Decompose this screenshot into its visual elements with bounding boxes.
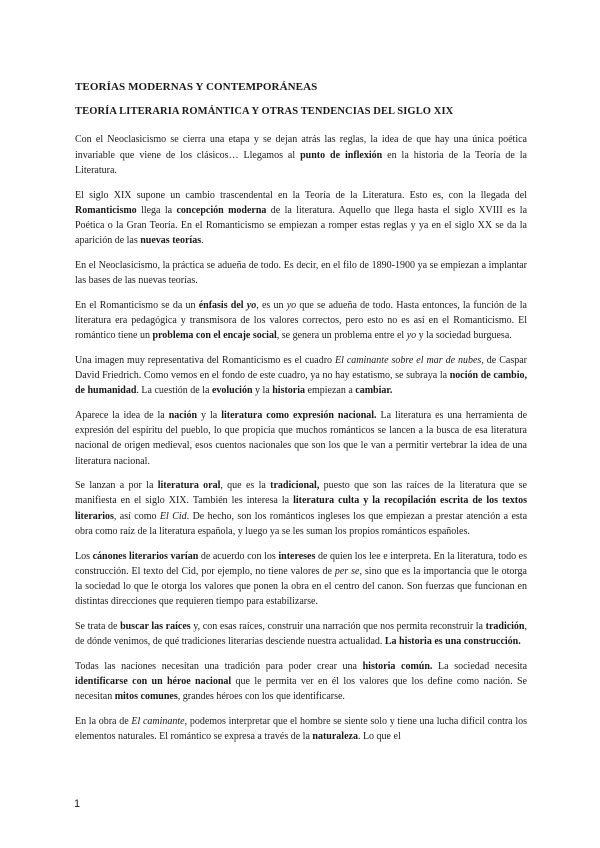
bold-text: intereses	[278, 550, 316, 562]
page-number: 1	[74, 798, 81, 810]
text-run: El siglo XIX supone un cambio trascendental en la Teoría de la Literatura. Esto es, con la llegada del	[75, 189, 527, 201]
text-run: de la literatura. Aquello que llega hasta el siglo XVIII es la Poética o la Gran Teoría. En el Romanticismo se empiezan a romper estas reglas y ya en el siglo XX se da la aparición de las	[75, 204, 528, 247]
text-run: Se lanzan a por la	[75, 480, 158, 492]
bold-text: noción de cambio, de humanidad	[75, 370, 528, 397]
text-run: de acuerdo con los	[198, 550, 279, 562]
bold-text: mitos comunes	[114, 691, 178, 703]
paragraph	[75, 353, 527, 399]
text-run: Se trata de	[75, 620, 121, 632]
text-run: , sino que es la importancia que le otorga la sociedad lo que le otorga los valores que ponen la obra en el centro del canon. Son fuerzas que funcionan en distintas direcciones que requieren tiempo para estabilizarse.	[75, 565, 527, 608]
paragraph	[75, 478, 527, 539]
text-run: y, con esas raíces, construir una narración que nos permita reconstruir la	[190, 620, 486, 632]
paragraph	[75, 408, 527, 469]
bold-text: concepción moderna	[176, 204, 267, 216]
text-run: , así como	[113, 510, 160, 522]
text-run: llega la	[136, 204, 177, 216]
bold-text: buscar las raíces	[120, 620, 191, 632]
bold-text: evolución	[211, 385, 253, 397]
text-run: . La cuestión de la	[136, 385, 212, 397]
document-page	[75, 80, 527, 754]
italic-text: El caminante sobre el mar de nubes,	[335, 354, 484, 366]
bold-text: Romanticismo	[75, 204, 137, 216]
text-run: , es un	[256, 299, 287, 311]
text-run: en la historia de la Teoría de la Literatura.	[75, 149, 527, 176]
text-run: de Caspar David Friedrich. Como vemos en el fondo de este cuadro, ya no hay estatismo, se subraya la	[75, 354, 527, 382]
bold-text: cambiar.	[355, 385, 393, 397]
text-run: , de dónde venimos, de qué tradiciones literarias desciende nuestra actualidad.	[75, 620, 527, 648]
text-run: que se adueña de todo. Hasta entonces, la función de la literatura era pedagógica y transmisora de los valores correctos, pero esto no es así en el Romanticismo. El romántico tiene un	[75, 299, 527, 342]
bold-text: naturaleza	[312, 731, 358, 743]
text-run: La sociedad necesita	[432, 660, 528, 672]
paragraph	[75, 132, 527, 178]
paragraph	[75, 619, 527, 649]
bold-text: nuevas teorías	[140, 235, 202, 247]
italic-text: yo	[406, 330, 417, 342]
text-run: . De hecho, son los románticos ingleses los que empiezan a prestar atención a esta obra como raíz de la literatura española, y luego ya se les suman los propios románticos españoles.	[75, 510, 528, 537]
bold-text: literatura como expresión nacional.	[221, 409, 377, 421]
bold-text: tradicional,	[270, 480, 320, 492]
bold-text: punto de inflexión	[300, 149, 383, 161]
paragraph	[75, 549, 527, 610]
text-run: empiezan a	[305, 385, 356, 397]
section-heading: TEORÍA LITERARIA ROMÁNTICA Y OTRAS TENDENCIAS DEL SIGLO XIX	[75, 106, 454, 118]
text-run: de quien los lee e interpreta. En la literatura, todo es construcción. El texto del Cid, por ejemplo, no tiene valores de	[75, 550, 527, 577]
text-run: . Lo que el	[357, 731, 401, 743]
bold-text: cánones literarios varían	[92, 550, 199, 562]
text-run: y la sociedad burguesa.	[416, 330, 512, 342]
bold-text	[247, 300, 256, 311]
bold-text: identificarse con un héroe nacional	[75, 676, 232, 687]
bold-text: nación	[168, 409, 198, 421]
bold-text: historia común.	[362, 660, 433, 672]
text-run: , podemos interpretar que el hombre se siente solo y tiene una lucha difícil contra los elementos naturales. El romántico se expresa a través de la	[75, 715, 527, 743]
text-run: Una imagen muy representativa del Romanticismo es el cuadro	[75, 354, 335, 366]
text-run: Aparece la idea de la	[75, 409, 169, 421]
text-run: , que es la	[220, 480, 271, 492]
paragraph	[75, 659, 527, 705]
emphasis-text: yo	[246, 299, 257, 311]
text-run: que le permita ver en él los valores que los define como nación. Se necesitan	[75, 676, 527, 703]
italic-text: El Cid	[159, 510, 187, 522]
bold-text: tradición	[485, 620, 525, 632]
text-run: Los	[75, 550, 93, 562]
text-run: y la	[197, 409, 222, 421]
text-run: Con el Neoclasicismo se cierra una etapa y se dejan atrás las reglas, la idea de que hay una única poética invariable que viene de los clásicos… Llegamos al	[75, 134, 527, 161]
body-text	[75, 132, 527, 744]
page-title: TEORÍAS MODERNAS Y CONTEMPORÁNEAS	[75, 81, 318, 93]
text-run: , grandes héroes con los que identificarse.	[177, 691, 345, 703]
text-run: En el Romanticismo se da un	[75, 299, 199, 311]
text-run: En la obra de	[75, 715, 132, 727]
paragraph	[75, 714, 527, 744]
italic-text: yo	[286, 299, 297, 311]
paragraph	[75, 258, 527, 288]
italic-text: per se	[334, 565, 360, 577]
text-run: y la	[252, 385, 273, 397]
bold-text: énfasis del	[198, 299, 247, 311]
bold-text: literatura oral	[157, 480, 221, 492]
text-run: .	[201, 235, 204, 247]
text-run: Todas las naciones necesitan una tradición para poder crear una	[75, 660, 363, 672]
bold-text: literatura culta y la recopilación escrita de los textos literarios	[75, 495, 527, 522]
text-run: puesto que son las raíces de la literatura que se manifiesta en el siglo XIX. También les interesa la	[75, 480, 527, 507]
text-run: En el Neoclasicismo, la práctica se adueña de todo. Es decir, en el filo de 1890-1900 ya se empiezan a implantar las bases de las nuevas teorías.	[75, 259, 527, 287]
bold-text: historia	[272, 385, 306, 397]
text-run: , se genera un problema entre el	[276, 330, 407, 342]
italic-text: El caminante	[131, 715, 185, 727]
bold-text: La historia es una construcción.	[384, 636, 521, 648]
paragraph	[75, 298, 527, 344]
bold-text: problema con el encaje social	[152, 330, 277, 342]
text-run: La literatura es una herramienta de expresión del espíritu del pueblo, lo que propicia que muchos románticos se lancen a la busca de esa literatura nacional de origen medieval, esos cuentos nacionales que son los que le van a permitir vertebrar la idea de una literatura nacional.	[75, 409, 528, 467]
paragraph	[75, 188, 527, 249]
